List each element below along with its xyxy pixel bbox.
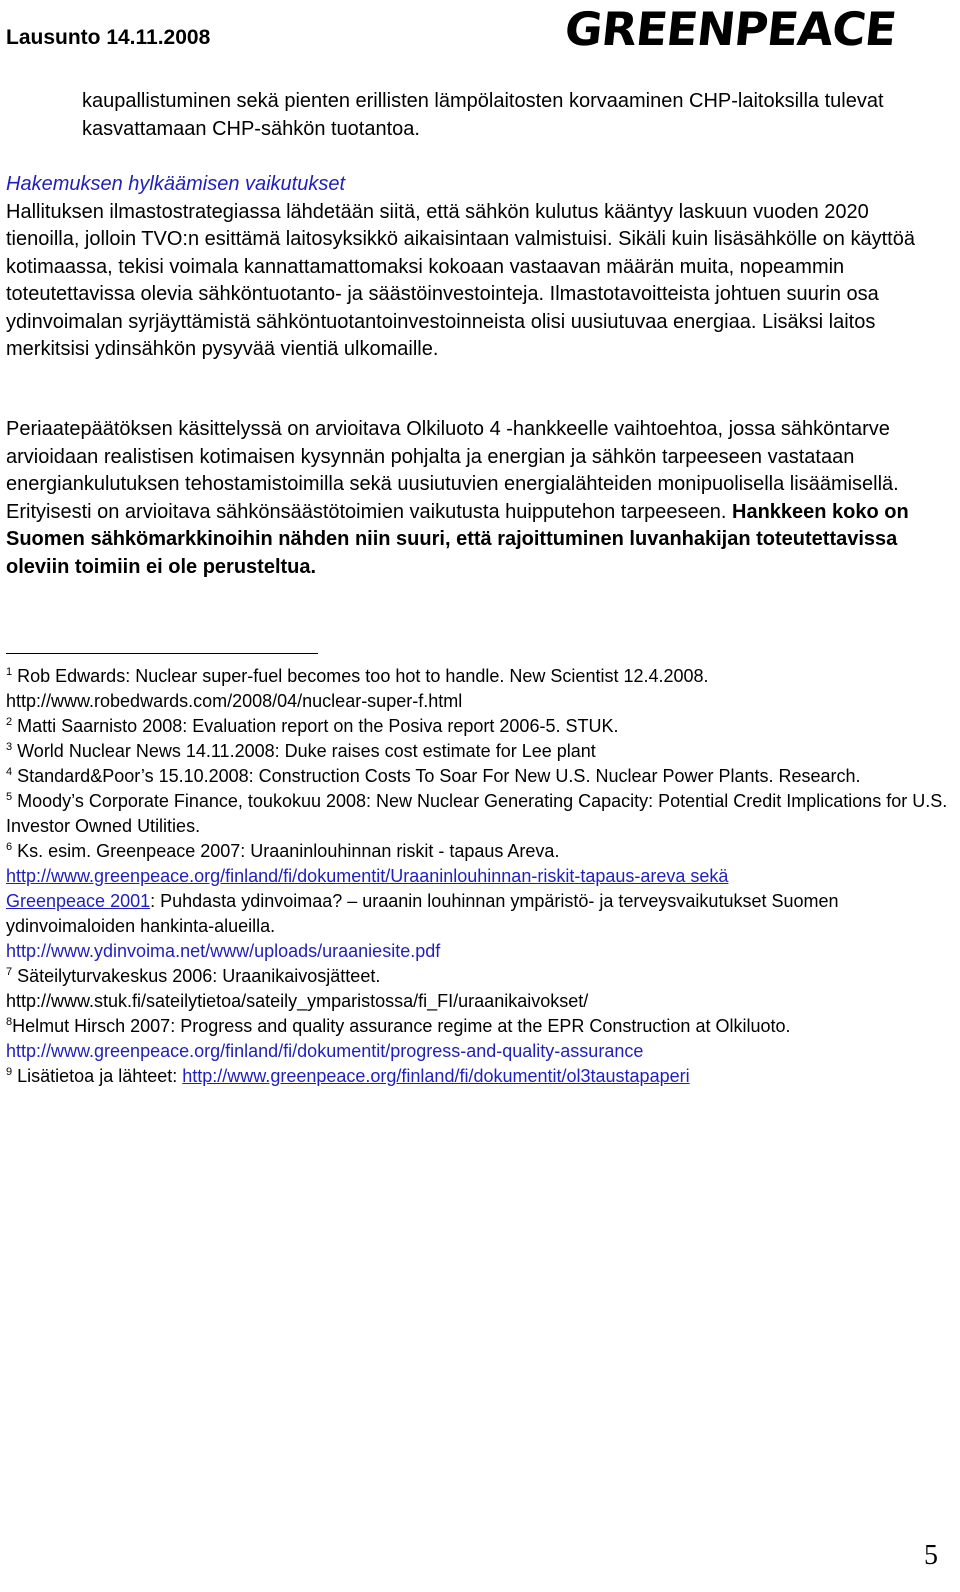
footnote-number: 9 xyxy=(6,1066,13,1078)
footnote-number: 7 xyxy=(6,966,13,978)
footnote-link[interactable]: http://www.greenpeace.org/finland/fi/dokumentit/progress-and-quality-assurance xyxy=(6,1041,644,1061)
footnote-2 xyxy=(6,714,951,739)
footnote-number: 8 xyxy=(6,1016,13,1028)
footnote-link[interactable]: http://www.greenpeace.org/finland/fi/dokumentit/Uraaninlouhinnan-riskit-tapaus-areva sekä xyxy=(6,866,729,886)
document-header-title: Lausunto 14.11.2008 xyxy=(6,26,211,49)
paragraph-decision-text: Periaatepäätöksen käsittelyssä on arvioitava Olkiluoto 4 -hankkeelle vaihtoehtoa, jossa sähköntarve arvioidaan realistisen kotimaisen kysynnän pohjalta ja energian ja sähkön tarpeeseen vastataan energiankulutuksen tehostamistoimilla sekä uusiutuvien energialähteiden monipuolisella lisäämisellä. Erityisesti on arvioitava sähkönsäästötoimien vaikutusta huipputehon tarpeeseen. xyxy=(6,418,899,523)
footnote-text: Lisätietoa ja lähteet: xyxy=(17,1066,178,1086)
paragraph-rejection-effects xyxy=(6,171,946,364)
footnote-text: Rob Edwards: Nuclear super-fuel becomes too hot to handle. New Scientist 12.4.2008. http://www.robedwards.com/2008/04/nuclear-super-f.html xyxy=(6,666,709,711)
footnote-text: World Nuclear News 14.11.2008: Duke raises cost estimate for Lee plant xyxy=(17,741,596,761)
footnote-6 xyxy=(6,839,951,964)
footnote-number: 4 xyxy=(6,766,13,778)
footnote-text: Moody’s Corporate Finance, toukokuu 2008: New Nuclear Generating Capacity: Potential Credit Implications for U.S. Investor Owned Utilities. xyxy=(6,791,948,836)
footnote-link[interactable]: Greenpeace 2001 xyxy=(6,891,151,911)
footnote-number: 3 xyxy=(6,741,13,753)
footnote-text: Standard&Poor’s 15.10.2008: Construction Costs To Soar For New U.S. Nuclear Power Plants. Research. xyxy=(17,766,861,786)
paragraph-rejection-text: Hallituksen ilmastostrategiassa lähdetään siitä, että sähkön kulutus kääntyy laskuun vuoden 2020 tienoilla, jolloin TVO:n esittämä laitosyksikkö aikaisintaan valmistuisi. Sikäli kuin lisäsähkölle on käyttöä kotimaassa, tekisi voimala kannattamattomaksi kokoaan vastaavan määrän muita, nopeammin toteutettavissa olevia sähköntuotanto- ja säästöinvestointeja. Ilmastotavoitteista johtuen suurin osa ydinvoimalan syrjäyttämistä sähköntuotantoinvestoinneista olisi uusiutuvaa energiaa. Lisäksi laitos merkitsisi ydinsähkön pysyvää vientiä ulkomaille. xyxy=(6,200,915,360)
footnote-9 xyxy=(6,1064,951,1089)
footnote-text: Helmut Hirsch 2007: Progress and quality assurance regime at the EPR Construction at Olkiluoto. xyxy=(12,1016,791,1036)
footnote-4 xyxy=(6,764,951,789)
paragraph-decision-bold: Hankkeen koko on Suomen sähkömarkkinoihin nähden niin suuri, että rajoittuminen luvanhakijan toteutettavissa oleviin toimiin ei ole perusteltua. xyxy=(6,500,909,578)
footnote-separator xyxy=(6,653,318,654)
footnote-8 xyxy=(6,1014,951,1064)
footnote-number: 2 xyxy=(6,716,13,728)
footnote-text: : Puhdasta ydinvoimaa? – uraanin louhinnan ympäristö- ja terveysvaikutukset Suomen ydinvoimaloiden hankinta-alueilla. xyxy=(6,891,839,936)
footnote-number: 6 xyxy=(6,841,13,853)
footnote-number: 1 xyxy=(6,666,13,678)
paragraph-chp: kaupallistuminen sekä pienten erillisten lämpölaitosten korvaaminen CHP-laitoksilla tulevat kasvattamaan CHP-sähkön tuotantoa. xyxy=(82,90,884,140)
footnote-number: 5 xyxy=(6,791,13,803)
paragraph-decision xyxy=(6,416,946,581)
footnote-3 xyxy=(6,739,951,764)
footnote-link[interactable]: http://www.ydinvoima.net/www/uploads/uraaniesite.pdf xyxy=(6,941,441,961)
footnotes xyxy=(6,664,951,1089)
greenpeace-logo: GREENPEACE xyxy=(562,2,899,56)
footnote-text: Ks. esim. Greenpeace 2007: Uraaninlouhinnan riskit - tapaus Areva. xyxy=(17,841,560,861)
section-heading: Hakemuksen hylkäämisen vaikutukset xyxy=(6,173,346,195)
footnote-text: Säteilyturvakeskus 2006: Uraanikaivosjätteet. http://www.stuk.fi/sateilytietoa/sateily_ymparistossa/fi_FI/uraanikaivokset/ xyxy=(6,966,589,1011)
page-number: 5 xyxy=(924,1540,938,1571)
footnote-7 xyxy=(6,964,951,1014)
footnote-link[interactable]: http://www.greenpeace.org/finland/fi/dokumentit/ol3taustapaperi xyxy=(182,1066,690,1086)
footnote-1 xyxy=(6,664,951,714)
footnote-5 xyxy=(6,789,951,839)
footnote-text: Matti Saarnisto 2008: Evaluation report on the Posiva report 2006-5. STUK. xyxy=(17,716,619,736)
